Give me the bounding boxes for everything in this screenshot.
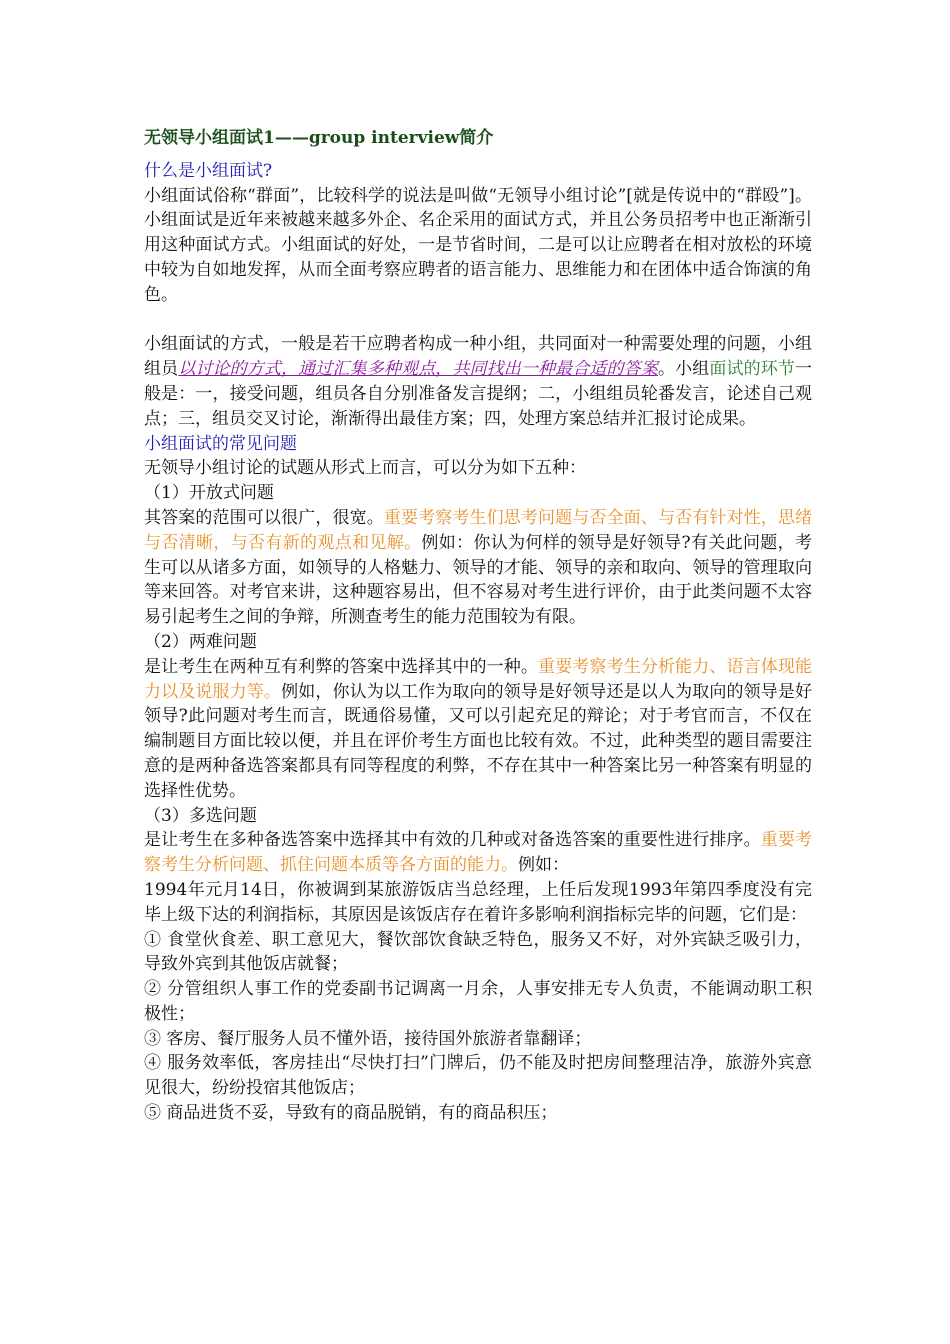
list-item: ② 分管组织人事工作的党委副书记调离一月余，人事安排无专人负责，不能调动职工积极性； (144, 979, 812, 1024)
list-item: ⑤ 商品进货不妥，导致有的商品脱销，有的商品积压； (144, 1103, 558, 1124)
text-run: 小组面试的方式，一般是若干应聘者构成一种小组，共同面对一种需要处理的问题，小组组员 (144, 334, 812, 380)
highlight-focus: 重要考察考生分析问题、抓住问题本质等各方面的能力。 (144, 830, 813, 876)
text-run: 例如：你认为何样的领导是好领导?有关此问题，考生可以从诸多方面，如领导的人格魅力、领导的才能、领导的亲和取向、领导的管理取向等来回答。对考官来讲，这种题容易出，但不容易对考生进行评价，由于此类问题不太容易引起考生之间的争辩，所测查考生的能力范围较为有限。 (144, 532, 812, 628)
text-run: 其答案的范围可以很广，很宽。 (144, 507, 384, 528)
text-run: 。小组 (657, 359, 710, 380)
paragraph-open (144, 506, 812, 630)
text-run: 例如： (518, 855, 569, 876)
list-item: ④ 服务效率低，客房挂出“尽快打扫”门牌后，仍不能及时把房间整理洁净，旅游外宾意见很大，纷纷投宿其他饭店； (144, 1053, 812, 1099)
question-type-1: （1）开放式问题 (144, 483, 274, 504)
list-item: ③ 客房、餐厅服务人员不懂外语，接待国外旅游者靠翻译； (144, 1028, 592, 1049)
heading-common-questions: 小组面试的常见问题 (144, 433, 297, 454)
text-run: 是让考生在多种备选答案中选择其中有效的几种或对备选答案的重要性进行排序。 (144, 830, 761, 851)
paragraph-multi (144, 828, 812, 878)
heading-what-is: 什么是小组面试? (144, 160, 273, 181)
paragraph-format (144, 332, 812, 431)
text-run: 一般是：一，接受问题，组员各自分别准备发言提纲；二，小组组员轮番发言，论述自己观点；三，组员交叉讨论，渐渐得出最佳方案；四，处理方案总结并汇报讨论成果。 (144, 359, 813, 429)
highlight-focus: 重要考察考生们思考问题与否全面、与否有针对性，思绪与否清晰，与否有新的观点和见解。 (144, 507, 813, 553)
document-title: 无领导小组面试1——group interview简介 (144, 128, 494, 148)
spacer (144, 308, 812, 333)
list-item: ① 食堂伙食差、职工意见大，餐饮部饮食缺乏特色，服务又不好，对外宾缺乏吸引力，导致外宾到其他饭店就餐； (144, 929, 812, 975)
highlight-focus: 重要考察考生分析能力、语言体现能力以及说服力等。 (144, 656, 813, 702)
text-run: 例如，你认为以工作为取向的领导是好领导还是以人为取向的领导是好领导?此问题对考生而言，既通俗易懂，又可以引起充足的辩论；对于考官而言，不仅在编制题目方面比较以便，并且在评价考生方面也比较有效。不过，此种类型的题目需要注意的是两种备选答案都具有同等程度的利弊，不存在其中一种答案比另一种答案有明显的选择性优势。 (144, 681, 813, 801)
question-type-3: （3）多选问题 (144, 805, 257, 826)
paragraph-types: 无领导小组讨论的试题从形式上而言，可以分为如下五种： (144, 458, 586, 479)
highlight-phase: 面试的环节 (709, 359, 796, 380)
text-run: 是让考生在两种互有利弊的答案中选择其中的一种。 (144, 656, 539, 677)
question-type-2: （2）两难问题 (144, 631, 257, 652)
paragraph-intro: 小组面试俗称“群面”，比较科学的说法是叫做“无领导小组讨论”[就是传说中的“群殴”]。小组面试是近年来被越来越多外企、名企采用的面试方式，并且公务员招考中也正渐渐引用这种面试方式。小组面试的好处，一是节省时间，二是可以让应聘者在相对放松的环境中较为自如地发挥，从而全面考察应聘者的语言能力、思维能力和在团体中适合饰演的角色。 (144, 185, 812, 305)
document-body (144, 126, 812, 1126)
paragraph-dilemma (144, 655, 812, 804)
hyperlink-discussion[interactable]: 以讨论的方式，通过汇集多种观点，共同找出一种最合适的答案 (178, 359, 658, 380)
paragraph-scenario: 1994年元月14日，你被调到某旅游饭店当总经理，上任后发现1993年第四季度没有完毕上级下达的利润指标，其原因是该饭店存在着许多影响利润指标完毕的问题，它们是： (144, 879, 812, 925)
